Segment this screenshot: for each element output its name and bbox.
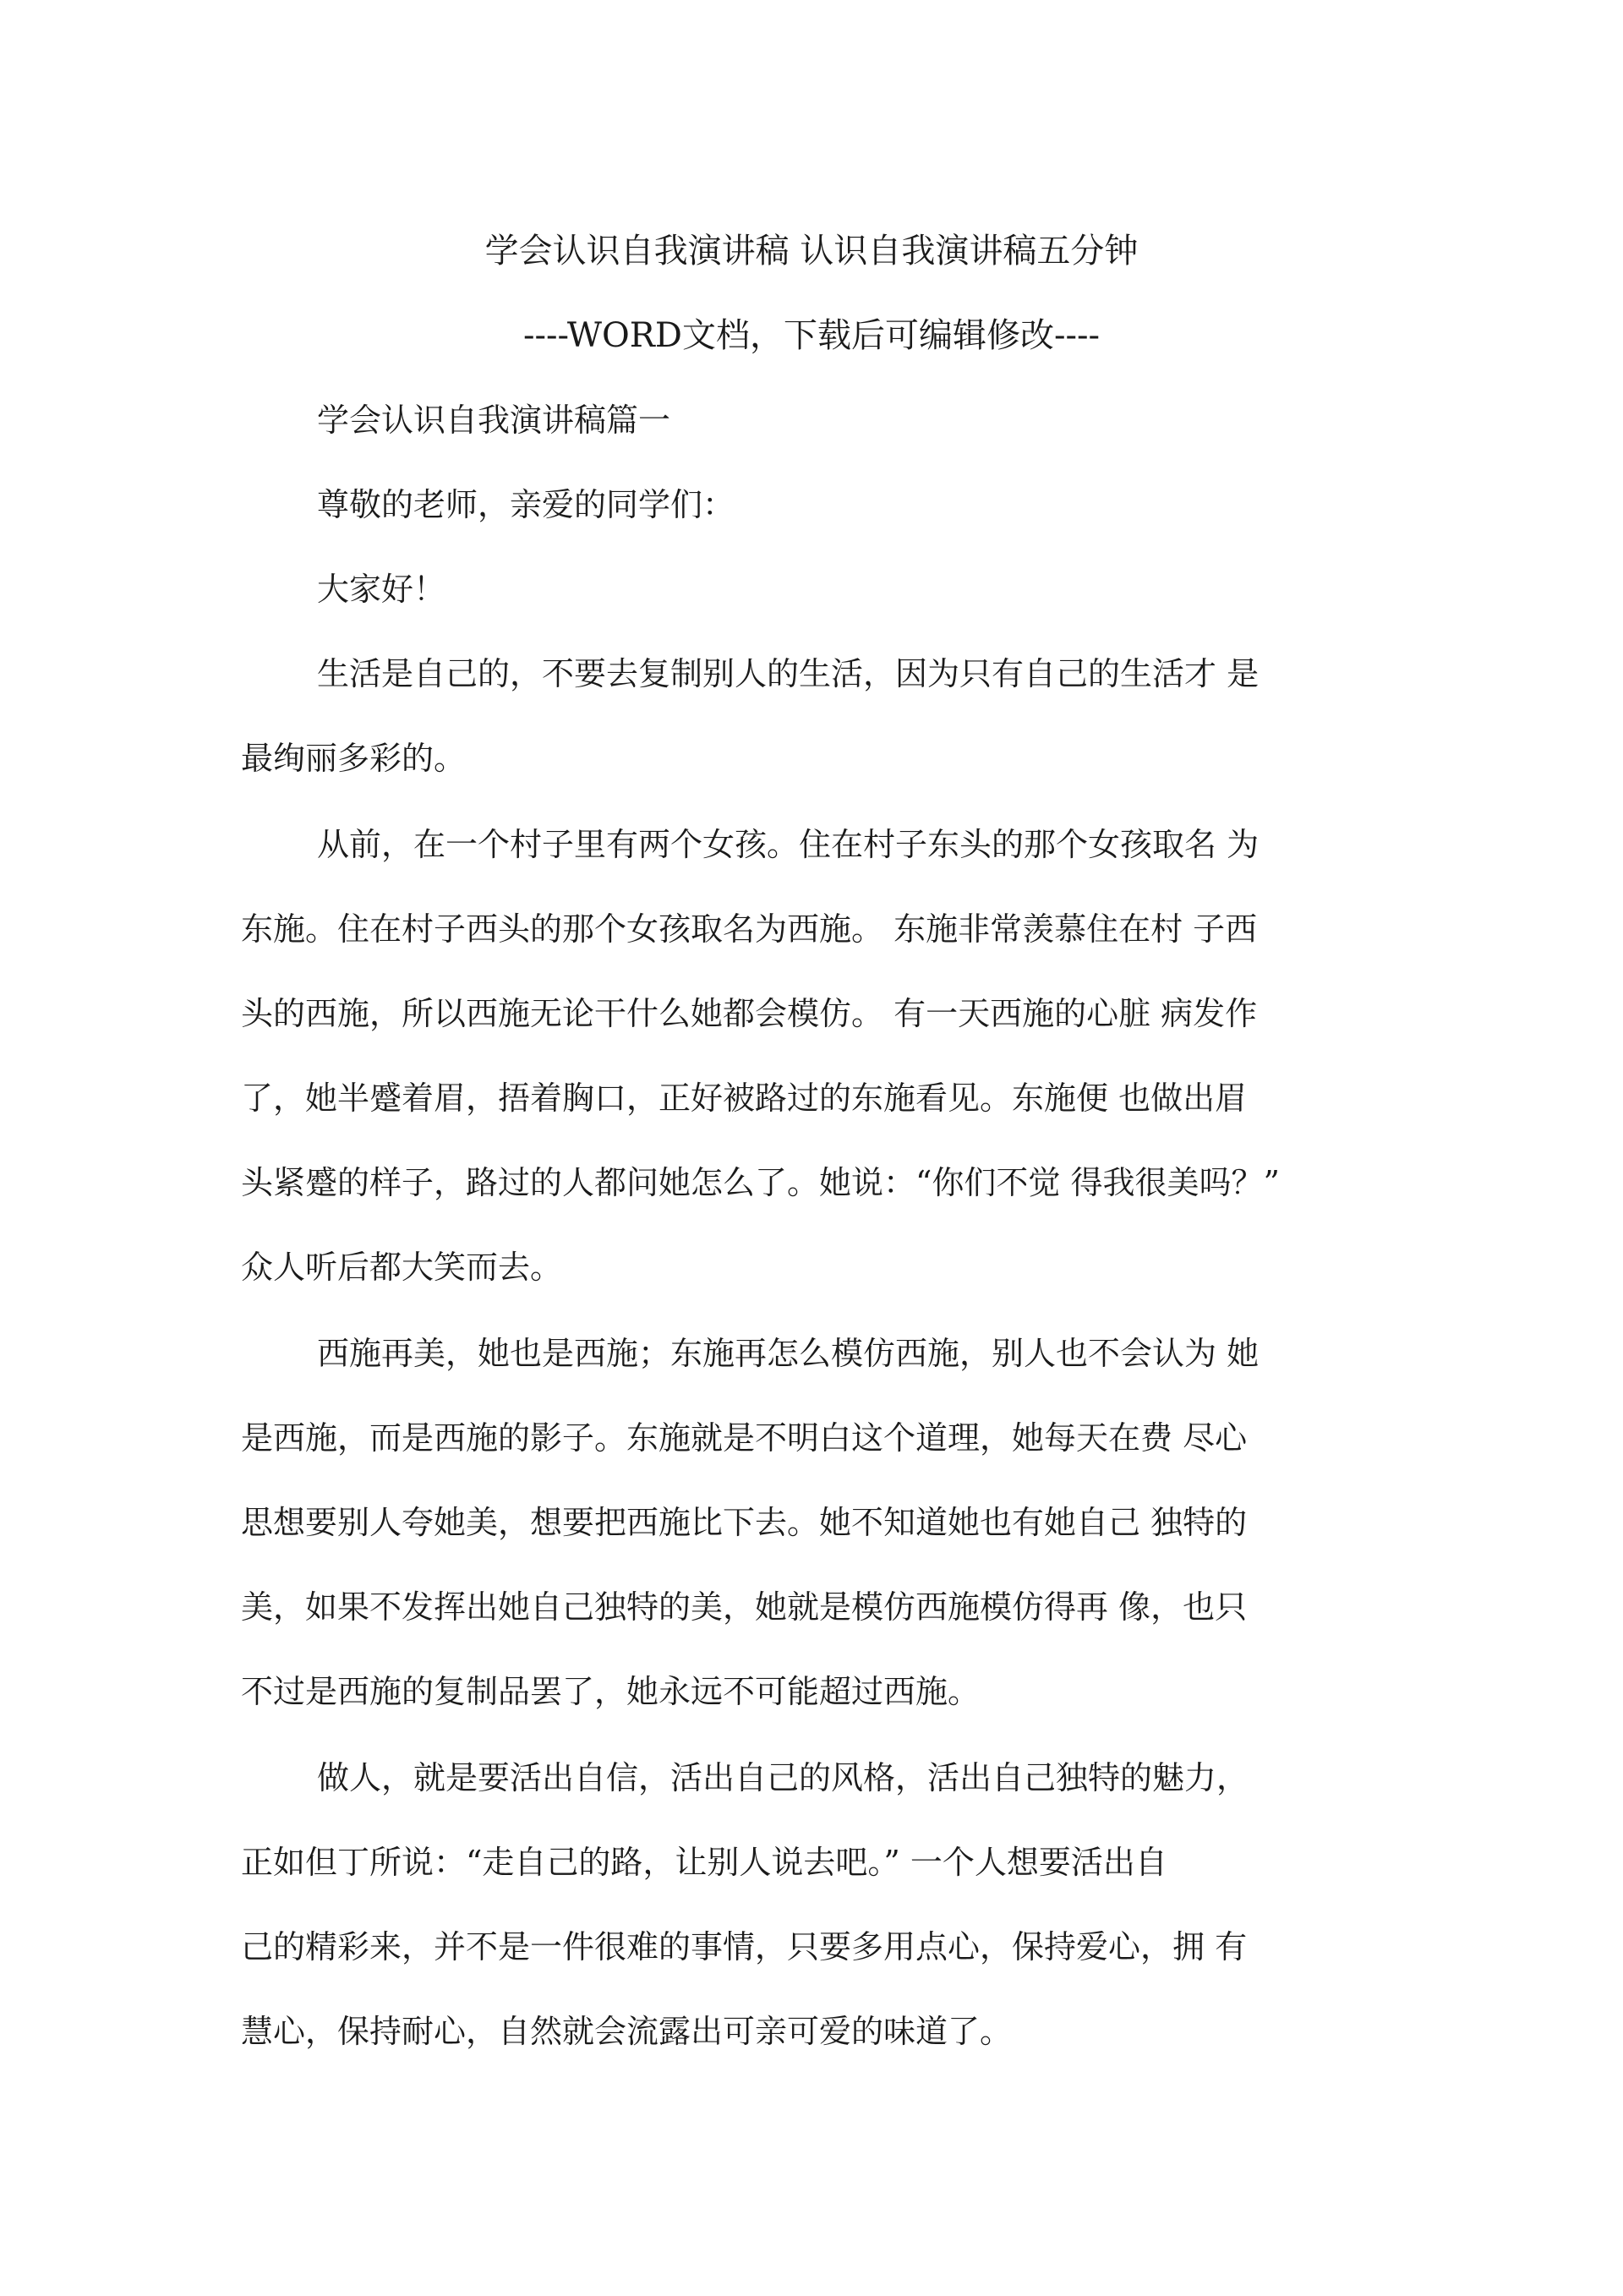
paragraph-line: 西施再美，她也是西施；东施再怎么模仿西施，别人也不会认为 她 xyxy=(317,1335,1260,1372)
paragraph-line: 正如但丁所说：“走自己的路，让别人说去吧。” 一个人想要活出自 xyxy=(241,1844,1167,1881)
paragraph-line: 头的西施，所以西施无论干什么她都会模仿。 有一天西施的心脏 病发作 xyxy=(241,995,1258,1032)
paragraph-line: 是西施，而是西施的影子。东施就是不明白这个道理，她每天在费 尽心 xyxy=(241,1419,1248,1457)
paragraph-line: 东施。住在村子西头的那个女孩取名为西施。 东施非常羡慕住在村 子西 xyxy=(241,910,1258,948)
section-heading: 学会认识自我演讲稿篇一 xyxy=(317,402,671,439)
paragraph-line: 做人，就是要活出自信，活出自己的风格，活出自己独特的魅力， xyxy=(317,1759,1249,1796)
salutation: 尊敬的老师，亲爱的同学们： xyxy=(317,486,735,523)
paragraph-line: 从前，在一个村子里有两个女孩。住在村子东头的那个女孩取名 为 xyxy=(317,826,1260,863)
paragraph-line: 了，她半蹙着眉，捂着胸口，正好被路过的东施看见。东施便 也做出眉 xyxy=(241,1080,1248,1117)
paragraph-line: 思想要别人夸她美，想要把西施比下去。她不知道她也有她自己 独特的 xyxy=(241,1504,1248,1541)
document-subtitle: ----WORD文档，下载后可编辑修改---- xyxy=(522,316,1101,355)
paragraph-line: 最绚丽多彩的。 xyxy=(241,740,467,777)
paragraph-line: 美，如果不发挥出她自己独特的美，她就是模仿西施模仿得再 像，也只 xyxy=(241,1588,1248,1626)
paragraph-line: 慧心，保持耐心，自然就会流露出可亲可爱的味道了。 xyxy=(241,2013,1013,2050)
paragraph-line: 生活是自己的，不要去复制别人的生活，因为只有自己的生活才 是 xyxy=(317,655,1260,692)
paragraph-line: 头紧蹙的样子，路过的人都问她怎么了。她说：“你们不觉 得我很美吗？” xyxy=(241,1164,1280,1201)
document-title: 学会认识自我演讲稿 认识自我演讲稿五分钟 xyxy=(484,232,1139,271)
paragraph-line: 不过是西施的复制品罢了，她永远不可能超过西施。 xyxy=(241,1673,981,1710)
paragraph-line: 己的精彩来，并不是一件很难的事情，只要多用点心，保持爱心，拥 有 xyxy=(241,1928,1248,1965)
greeting: 大家好！ xyxy=(317,571,446,608)
paragraph-line: 众人听后都大笑而去。 xyxy=(241,1249,563,1286)
